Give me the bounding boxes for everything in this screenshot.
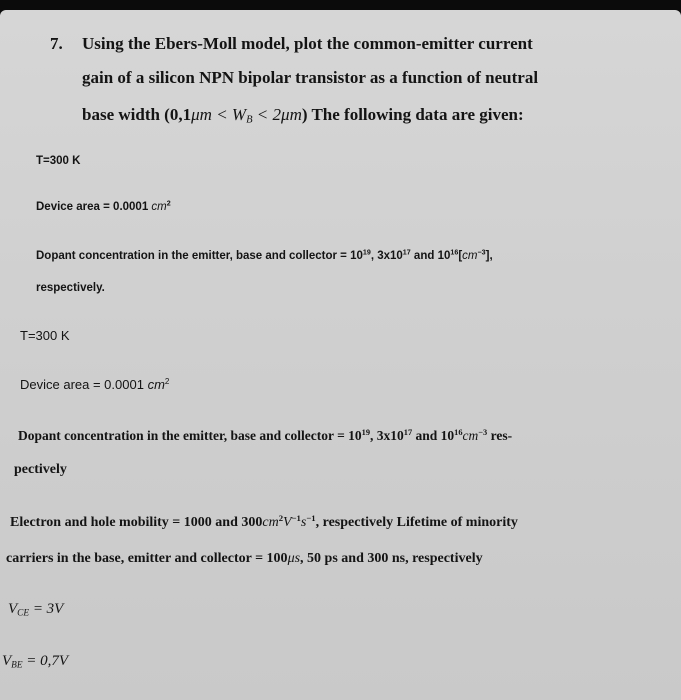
document-page [0,10,681,700]
dopant-concentration-1: Dopant concentration in the emitter, base and collector = $10^{19}$, $3x10^{17}$ and $10^{16}[cm^{-3}]$, [36,248,493,262]
problem-line-3: base width $(0,1\mu m < W_B < 2\mu m)$ The following data are given: [82,105,524,126]
vbe-value: $V_{BE} = 0,7V$ [2,653,69,671]
mobility-line: Electron and hole mobility = 1000 and $300cm^2V^{-1}s^{-1}$, respectively Lifetime of minority [10,512,518,530]
device-area-1: Device area = 0.0001 $cm^2$ [36,199,171,213]
problem-line-2: gain of a silicon NPN bipolar transistor as a function of neutral [82,68,539,87]
problem-number: 7. [50,34,63,53]
dopant-concentration-2: Dopant concentration in the emitter, base and collector = $10^{19}$, $3x10^{17}$ and $10^{16}cm^{-3}$ res- [18,427,513,443]
respectively-1: respectively. [36,282,105,294]
device-area-2: Device area = 0.0001 $cm^2$ [20,377,170,392]
vce-value: $V_{CE} = 3V$ [8,601,64,619]
problem-line-1: Using the Ebers-Moll model, plot the common-emitter current [82,34,533,53]
pectively-2: pectively [14,462,67,477]
temperature-1: T=300 K [36,155,81,167]
carriers-lifetime-line: carriers in the base, emitter and collector = 100μs, 50 ps and 300 ns, respectively [6,551,483,566]
temperature-2: T=300 K [20,328,70,343]
